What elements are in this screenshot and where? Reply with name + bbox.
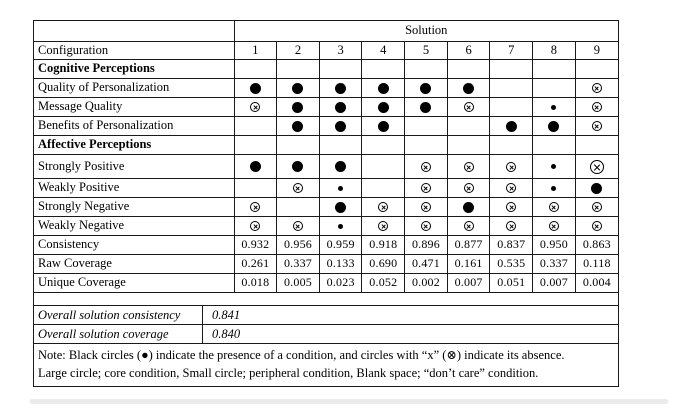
symbol-cell — [447, 78, 490, 97]
row-label: Benefits of Personalization — [34, 116, 234, 135]
symbol-cell — [533, 97, 576, 116]
core-present-circle-icon — [420, 102, 431, 113]
empty-cell — [405, 116, 448, 135]
solution-header-row — [34, 21, 618, 41]
symbol-cell — [319, 97, 362, 116]
symbol-cell — [319, 78, 362, 97]
peripheral-absent-circled-x-icon — [592, 221, 602, 231]
value-cell: 0.932 — [234, 235, 277, 254]
core-present-circle-icon — [378, 121, 389, 132]
symbol-cell — [319, 216, 362, 235]
symbol-cell — [319, 197, 362, 216]
empty-cell — [234, 116, 277, 135]
symbol-cell — [490, 154, 533, 178]
empty-cell — [277, 197, 320, 216]
peripheral-absent-circled-x-icon — [293, 183, 303, 193]
peripheral-absent-circled-x-icon — [464, 183, 474, 193]
section-header: Cognitive Perceptions — [34, 59, 234, 78]
core-present-circle-icon — [335, 161, 346, 172]
peripheral-present-circle-icon — [338, 186, 343, 191]
value-cell: 0.535 — [490, 254, 533, 273]
symbol-cell — [405, 178, 448, 197]
configuration-label: Configuration — [34, 41, 234, 59]
solution-number: 5 — [405, 41, 448, 59]
symbol-cell — [490, 197, 533, 216]
symbol-cell — [277, 216, 320, 235]
symbol-cell — [575, 97, 618, 116]
peripheral-absent-circled-x-icon — [293, 221, 303, 231]
solution-number: 2 — [277, 41, 320, 59]
core-present-circle-icon — [591, 183, 602, 194]
peripheral-absent-circled-x-icon — [464, 221, 474, 231]
value-cell: 0.052 — [362, 273, 405, 292]
peripheral-present-circle-icon — [338, 224, 343, 229]
core-present-circle-icon — [292, 83, 303, 94]
peripheral-absent-circled-x-icon — [464, 102, 474, 112]
symbol-cell — [277, 154, 320, 178]
empty-cell — [447, 59, 490, 78]
symbol-cell — [319, 116, 362, 135]
symbol-cell — [575, 178, 618, 197]
row-label: Strongly Negative — [34, 197, 234, 216]
overall-coverage-row — [34, 325, 618, 344]
core-present-circle-icon — [335, 202, 346, 213]
symbol-cell — [447, 216, 490, 235]
peripheral-present-circle-icon — [551, 186, 556, 191]
qca-solution-table — [33, 20, 619, 387]
empty-cell — [533, 135, 576, 154]
empty-cell — [234, 135, 277, 154]
core-present-circle-icon — [378, 83, 389, 94]
row-label: Message Quality — [34, 97, 234, 116]
row-label: Raw Coverage — [34, 254, 234, 273]
symbol-cell — [533, 216, 576, 235]
peripheral-absent-circled-x-icon — [250, 102, 260, 112]
symbol-cell — [405, 97, 448, 116]
core-present-circle-icon — [250, 161, 261, 172]
symbol-cell — [447, 154, 490, 178]
peripheral-absent-circled-x-icon — [464, 162, 474, 172]
symbol-cell — [405, 216, 448, 235]
row-label: Weakly Positive — [34, 178, 234, 197]
symbol-cell — [575, 116, 618, 135]
value-cell: 0.133 — [319, 254, 362, 273]
solution-number: 8 — [533, 41, 576, 59]
value-cell: 0.896 — [405, 235, 448, 254]
row-label: Quality of Personalization — [34, 78, 234, 97]
peripheral-absent-circled-x-icon — [549, 221, 559, 231]
value-cell: 0.863 — [575, 235, 618, 254]
value-cell: 0.950 — [533, 235, 576, 254]
overall-coverage-value: 0.840 — [212, 326, 241, 341]
value-cell: 0.118 — [575, 254, 618, 273]
symbol-cell — [319, 154, 362, 178]
peripheral-present-circle-icon — [551, 164, 556, 169]
peripheral-absent-circled-x-icon — [506, 221, 516, 231]
peripheral-absent-circled-x-icon — [506, 162, 516, 172]
peripheral-absent-circled-x-icon — [250, 202, 260, 212]
core-present-circle-icon — [506, 121, 517, 132]
peripheral-absent-circled-x-icon — [421, 162, 431, 172]
symbol-cell — [533, 197, 576, 216]
symbol-cell — [447, 178, 490, 197]
row-label: Unique Coverage — [34, 273, 234, 292]
matrix-body — [34, 59, 618, 292]
row-label: Weakly Negative — [34, 216, 234, 235]
solution-number: 6 — [447, 41, 490, 59]
row-label: Strongly Positive — [34, 154, 234, 178]
empty-cell — [533, 59, 576, 78]
solution-number: 4 — [362, 41, 405, 59]
peripheral-absent-circled-x-icon — [592, 121, 602, 131]
overall-coverage-label: Overall solution coverage — [34, 325, 203, 343]
symbol-cell — [234, 97, 277, 116]
core-absent-circled-x-icon — [590, 160, 604, 174]
empty-cell — [575, 59, 618, 78]
core-present-circle-icon — [292, 161, 303, 172]
core-present-circle-icon — [250, 83, 261, 94]
empty-cell — [490, 78, 533, 97]
empty-cell — [405, 135, 448, 154]
peripheral-absent-circled-x-icon — [549, 202, 559, 212]
value-cell: 0.005 — [277, 273, 320, 292]
symbol-cell — [405, 78, 448, 97]
note-line-1: Note: Black circles (●) indicate the presence of a condition, and circles with “x” (⊗) indicate its absence. — [38, 348, 565, 362]
value-cell: 0.956 — [277, 235, 320, 254]
value-cell: 0.337 — [533, 254, 576, 273]
core-present-circle-icon — [378, 102, 389, 113]
empty-cell — [533, 78, 576, 97]
peripheral-absent-circled-x-icon — [378, 221, 388, 231]
empty-cell — [234, 59, 277, 78]
spacer-row — [34, 292, 618, 306]
value-cell: 0.918 — [362, 235, 405, 254]
value-cell: 0.007 — [533, 273, 576, 292]
symbol-cell — [277, 78, 320, 97]
symbol-cell — [533, 178, 576, 197]
empty-cell — [362, 154, 405, 178]
peripheral-absent-circled-x-icon — [592, 102, 602, 112]
empty-cell — [447, 135, 490, 154]
peripheral-absent-circled-x-icon — [592, 202, 602, 212]
symbol-cell — [362, 78, 405, 97]
solution-number: 7 — [490, 41, 533, 59]
empty-cell — [362, 59, 405, 78]
value-cell: 0.018 — [234, 273, 277, 292]
value-cell: 0.023 — [319, 273, 362, 292]
symbol-cell — [277, 97, 320, 116]
value-cell: 0.051 — [490, 273, 533, 292]
value-cell: 0.877 — [447, 235, 490, 254]
empty-cell — [575, 135, 618, 154]
peripheral-absent-circled-x-icon — [250, 221, 260, 231]
peripheral-absent-circled-x-icon — [421, 202, 431, 212]
symbol-cell — [234, 197, 277, 216]
symbol-cell — [319, 178, 362, 197]
empty-cell — [319, 59, 362, 78]
symbol-cell — [533, 154, 576, 178]
overall-consistency-row — [34, 306, 618, 325]
symbol-cell — [362, 197, 405, 216]
core-present-circle-icon — [335, 121, 346, 132]
value-cell: 0.161 — [447, 254, 490, 273]
note-line-2: Large circle; core condition, Small circle; peripheral condition, Blank space; “don’t care” condition. — [38, 366, 539, 380]
symbol-cell — [490, 178, 533, 197]
core-present-circle-icon — [292, 102, 303, 113]
symbol-cell — [234, 154, 277, 178]
matrix-table — [34, 21, 618, 292]
empty-cell — [234, 178, 277, 197]
symbol-cell — [533, 116, 576, 135]
solution-number: 1 — [234, 41, 277, 59]
solution-number: 9 — [575, 41, 618, 59]
value-cell: 0.690 — [362, 254, 405, 273]
solution-number: 3 — [319, 41, 362, 59]
value-cell: 0.337 — [277, 254, 320, 273]
peripheral-absent-circled-x-icon — [506, 183, 516, 193]
symbol-cell — [447, 197, 490, 216]
symbol-cell — [362, 216, 405, 235]
table-note — [34, 344, 618, 386]
empty-cell — [319, 135, 362, 154]
overall-consistency-value: 0.841 — [212, 307, 241, 322]
empty-cell — [490, 59, 533, 78]
configuration-row — [34, 41, 618, 59]
symbol-cell — [362, 97, 405, 116]
symbol-cell — [234, 216, 277, 235]
core-present-circle-icon — [548, 121, 559, 132]
value-cell: 0.261 — [234, 254, 277, 273]
peripheral-absent-circled-x-icon — [592, 83, 602, 93]
symbol-cell — [234, 78, 277, 97]
symbol-cell — [575, 197, 618, 216]
symbol-cell — [575, 154, 618, 178]
symbol-cell — [447, 97, 490, 116]
symbol-cell — [405, 197, 448, 216]
symbol-cell — [575, 78, 618, 97]
empty-cell — [490, 135, 533, 154]
overall-consistency-label: Overall solution consistency — [34, 306, 203, 324]
section-header: Affective Perceptions — [34, 135, 234, 154]
empty-cell — [490, 97, 533, 116]
empty-cell — [362, 135, 405, 154]
value-cell: 0.471 — [405, 254, 448, 273]
empty-cell — [362, 178, 405, 197]
row-label: Consistency — [34, 235, 234, 254]
symbol-cell — [277, 116, 320, 135]
symbol-cell — [490, 116, 533, 135]
symbol-cell — [575, 216, 618, 235]
empty-cell — [405, 59, 448, 78]
value-cell: 0.959 — [319, 235, 362, 254]
peripheral-absent-circled-x-icon — [506, 202, 516, 212]
peripheral-absent-circled-x-icon — [421, 183, 431, 193]
core-present-circle-icon — [463, 202, 474, 213]
symbol-cell — [405, 154, 448, 178]
empty-cell — [277, 59, 320, 78]
core-present-circle-icon — [335, 102, 346, 113]
value-cell: 0.004 — [575, 273, 618, 292]
symbol-cell — [277, 178, 320, 197]
bottom-divider-bar — [30, 399, 668, 404]
peripheral-absent-circled-x-icon — [378, 202, 388, 212]
value-cell: 0.837 — [490, 235, 533, 254]
core-present-circle-icon — [420, 83, 431, 94]
corner-cell — [34, 21, 234, 41]
symbol-cell — [490, 216, 533, 235]
core-present-circle-icon — [292, 121, 303, 132]
value-cell: 0.007 — [447, 273, 490, 292]
core-present-circle-icon — [335, 83, 346, 94]
symbol-cell — [362, 116, 405, 135]
empty-cell — [277, 135, 320, 154]
solution-header: Solution — [234, 21, 618, 41]
value-cell: 0.002 — [405, 273, 448, 292]
peripheral-absent-circled-x-icon — [421, 221, 431, 231]
core-present-circle-icon — [463, 83, 474, 94]
peripheral-present-circle-icon — [551, 105, 556, 110]
empty-cell — [447, 116, 490, 135]
